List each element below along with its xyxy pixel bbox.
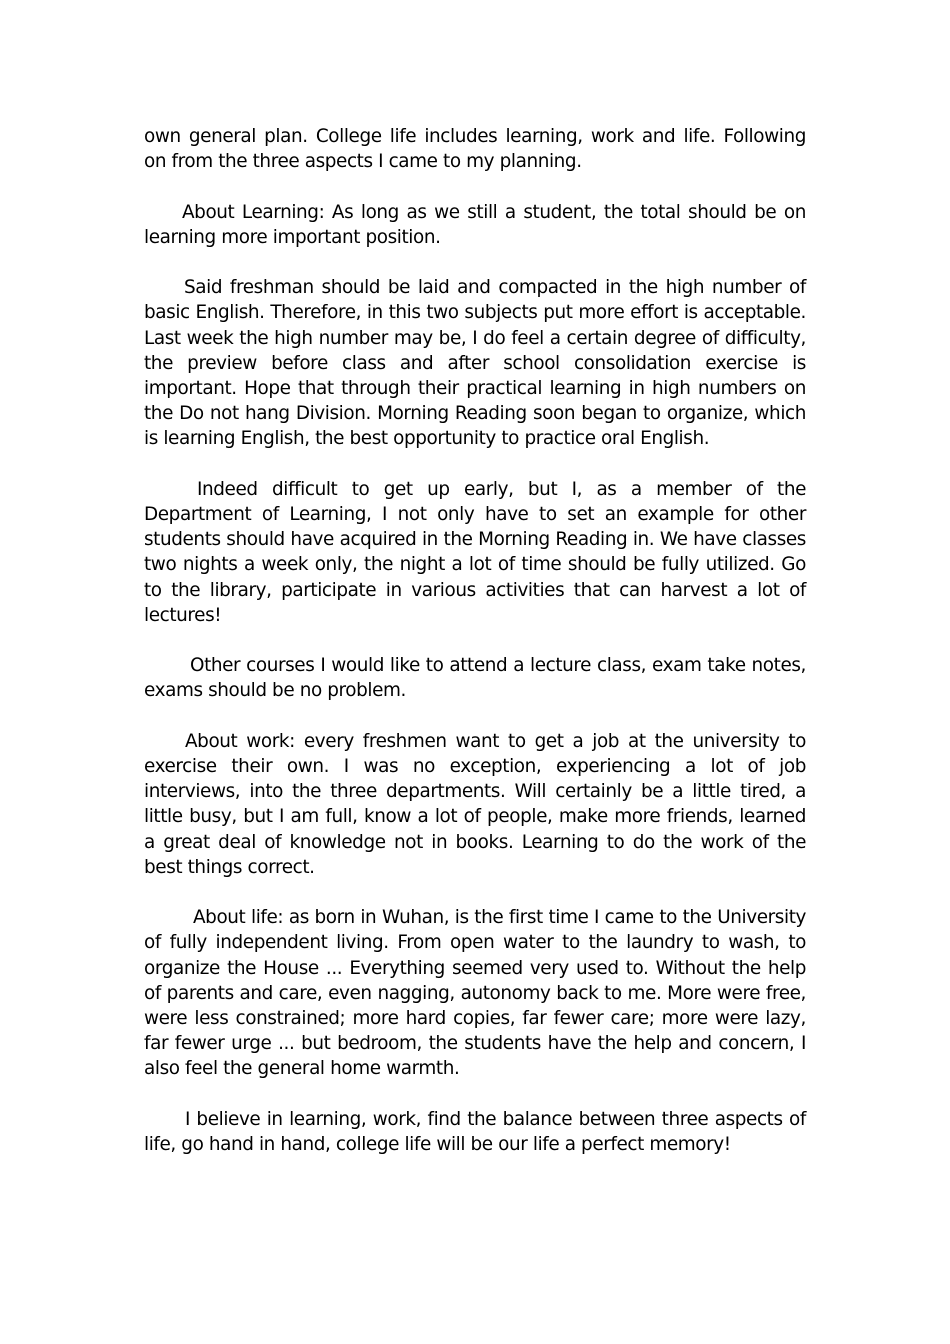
- document-body: [144, 124, 806, 1182]
- paragraph-about-work: About work: every freshmen want to get a job at the university to exercise their own. I was no exception, experiencing a lot of job interviews, into the three departments. Will certainly be a little tired, a little busy, but I am full, know a lot of people, make more friends, learned a great deal of knowledge not in books. Learning to do the work of the best things correct.: [144, 730, 806, 878]
- paragraph-freshman-english: Said freshman should be laid and compacted in the high number of basic English. Therefore, in this two subjects put more effort is acceptable. Last week the high number may be, I do feel a certain degree of difficulty, the preview before class and after school consolidation exercise is important. Hope that through their practical learning in high numbers on the Do not hang Division. Morning Reading soon began to organize, which is learning English, the best opportunity to practice oral English.: [144, 277, 806, 450]
- paragraph-other-courses: Other courses I would like to attend a lecture class, exam take notes, exams should be no problem.: [144, 655, 806, 702]
- paragraph-about-life: About life: as born in Wuhan, is the first time I came to the University of fully independent living. From open water to the laundry to wash, to organize the House ... Everything seemed very used to. Without the help of parents and care, even nagging, autonomy back to me. More were free, were less constrained; more hard copies, far fewer care; more were lazy, far fewer urge ... but bedroom, the students have the help and concern, I also feel the general home warmth.: [144, 907, 806, 1080]
- paragraph-conclusion: I believe in learning, work, find the balance between three aspects of life, go hand in hand, college life will be our life a perfect memory!: [144, 1108, 806, 1156]
- paragraph-about-learning: About Learning: As long as we still a student, the total should be on learning more important position.: [144, 201, 806, 248]
- paragraph-general-plan: own general plan. College life includes learning, work and life. Following on from the three aspects I came to my planning.: [144, 126, 806, 173]
- paragraph-getting-up-early: Indeed difficult to get up early, but I, as a member of the Department of Learning, I not only have to set an example for other students should have acquired in the Morning Reading in. We have classes two nights a week only, the night a lot of time should be fully utilized. Go to the library, participate in various activities that can harvest a lot of lectures!: [144, 478, 806, 626]
